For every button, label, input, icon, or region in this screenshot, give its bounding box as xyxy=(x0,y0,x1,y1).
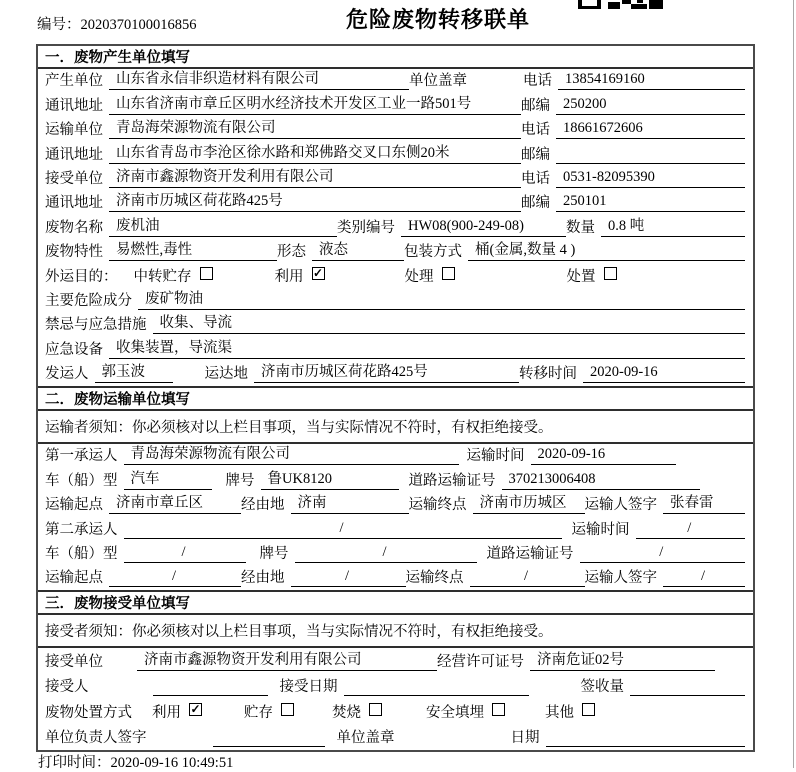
field-label: 运输人签字 xyxy=(584,497,657,514)
form-row xyxy=(38,648,753,674)
section-title: 二．废物运输单位填写 xyxy=(38,386,753,411)
field-label: 接受日期 xyxy=(279,679,338,696)
field-label: 通讯地址 xyxy=(45,97,103,114)
spacer xyxy=(153,746,213,747)
form-row xyxy=(38,674,753,700)
blank-field xyxy=(153,694,268,696)
field-label: 转移时间 xyxy=(519,366,577,383)
page-title: 危险废物转移联单 xyxy=(345,7,530,32)
field-value: 济南市鑫源物资开发利用有限公司 xyxy=(109,169,521,188)
field-value: 鲁UK8120 xyxy=(261,471,399,490)
spacer xyxy=(109,670,137,671)
field-label: 废物处置方式 xyxy=(45,704,132,721)
notice-text: 运输者须知：你必须核对以上栏目事项，当与实际情况不符时，有权拒绝接受。 xyxy=(38,411,753,444)
form-section xyxy=(38,46,753,386)
empty-field-slash: / xyxy=(663,568,745,587)
field-value: 济南市鑫源物资开发利用有限公司 xyxy=(137,652,437,671)
field-label: 第二承运人 xyxy=(45,521,118,538)
field-value: 收集装置，导流渠 xyxy=(109,340,745,359)
checkbox-option xyxy=(567,265,617,286)
qr-module xyxy=(578,0,601,9)
field-label: 第一承运人 xyxy=(45,448,118,465)
form-row xyxy=(38,215,753,239)
empty-field-slash: / xyxy=(580,544,746,563)
empty-field-slash: / xyxy=(124,520,562,539)
field-label: 运输时间 xyxy=(466,448,525,465)
spacer xyxy=(477,562,487,563)
field-label: 通讯地址 xyxy=(45,195,103,212)
checkbox-icon xyxy=(369,703,382,716)
field-label: 产生单位 xyxy=(45,73,103,90)
print-time-value: 2020-09-16 10:49:51 xyxy=(110,755,234,771)
field-value: 370213006408 xyxy=(502,471,700,490)
field-value: 13854169160 xyxy=(558,71,745,90)
spacer xyxy=(246,562,260,563)
checkbox-label: 利用 xyxy=(274,268,304,285)
manifest-form xyxy=(36,44,755,752)
checkbox-icon xyxy=(442,267,455,280)
field-value: 青岛海荣源物流有限公司 xyxy=(109,120,521,139)
field-label: 运输终点 xyxy=(408,497,467,514)
field-label: 单位盖章 xyxy=(409,73,467,90)
form-section xyxy=(38,386,753,590)
field-value: 济南市历城区荷花路425号 xyxy=(109,193,521,212)
spacer xyxy=(382,721,426,722)
spacer xyxy=(268,695,280,696)
blank-field xyxy=(556,162,745,164)
blank-field xyxy=(344,694,529,696)
field-value: 济南市章丘区 xyxy=(109,495,241,514)
qr-module xyxy=(608,2,620,9)
field-value: 2020-09-16 xyxy=(583,364,745,383)
checkbox-icon xyxy=(582,703,595,716)
form-row xyxy=(38,517,753,541)
spacer xyxy=(455,285,567,286)
spacer xyxy=(529,695,581,696)
qr-module xyxy=(637,0,643,3)
field-value: 山东省青岛市李沧区徐水路和郑佛路交叉口东侧20米 xyxy=(109,145,521,164)
spacer xyxy=(95,695,153,696)
empty-field-slash: / xyxy=(109,568,241,587)
field-label: 包装方式 xyxy=(404,244,462,261)
section-title: 一．废物产生单位填写 xyxy=(38,46,753,69)
print-time xyxy=(38,751,233,772)
field-value: 收集、导流 xyxy=(153,315,746,334)
checkbox-label: 中转贮存 xyxy=(133,268,192,285)
field-value: 山东省永信非织造材料有限公司 xyxy=(109,71,409,90)
serial-value: 2020370100016856 xyxy=(80,17,197,33)
field-value: 张春雷 xyxy=(663,495,745,514)
checkbox-option xyxy=(405,265,455,286)
empty-field-slash: / xyxy=(470,568,585,587)
section-title: 三．废物接受单位填写 xyxy=(38,590,753,615)
form-row xyxy=(38,264,753,288)
qr-module xyxy=(649,0,663,9)
field-value: 废机油 xyxy=(109,218,337,237)
checkbox-label: 安全填埋 xyxy=(426,704,484,721)
form-row xyxy=(38,118,753,142)
field-label: 运输起点 xyxy=(45,497,103,514)
checkbox-icon xyxy=(281,703,294,716)
form-row xyxy=(38,542,753,566)
empty-field-slash: / xyxy=(295,544,477,563)
field-label: 道路运输证号 xyxy=(408,472,496,489)
checkbox-option xyxy=(332,701,382,722)
checkbox-label: 处理 xyxy=(404,268,434,285)
field-value: 济南市历城区荷花路425号 xyxy=(254,364,519,383)
field-label: 邮编 xyxy=(521,97,550,114)
field-label: 经营许可证号 xyxy=(437,653,524,670)
empty-field-slash: / xyxy=(124,544,246,563)
spacer xyxy=(473,89,523,90)
qr-module xyxy=(631,4,647,9)
field-label: 车（船）型 xyxy=(45,472,118,489)
form-row xyxy=(38,566,753,590)
field-value: 郭玉波 xyxy=(95,364,173,383)
checkbox-option xyxy=(426,701,505,722)
field-value: 废矿物油 xyxy=(138,291,745,310)
spacer xyxy=(325,746,337,747)
form-section xyxy=(38,590,753,750)
notice-text: 接受者须知：你必须核对以上栏目事项，当与实际情况不符时，有权拒绝接受。 xyxy=(38,615,753,648)
field-value: 250200 xyxy=(556,96,745,115)
page-edge-line xyxy=(793,0,794,768)
field-label: 外运目的： xyxy=(45,268,118,285)
form-row xyxy=(38,468,753,492)
checkbox-option xyxy=(152,701,202,722)
field-label: 主要危险成分 xyxy=(45,292,132,309)
spacer xyxy=(325,285,405,286)
field-label: 接受单位 xyxy=(45,170,103,187)
field-label: 运输单位 xyxy=(45,122,103,139)
field-value: 18661672606 xyxy=(556,120,745,139)
field-value: 桶(金属,数量 4 ) xyxy=(468,242,745,261)
field-label: 运输起点 xyxy=(45,570,103,587)
checkbox-icon xyxy=(492,703,505,716)
empty-field-slash: / xyxy=(636,520,746,539)
checkbox-option xyxy=(134,265,213,286)
form-row xyxy=(38,725,753,751)
form-row xyxy=(38,167,753,191)
checkbox-label: 其他 xyxy=(545,704,574,721)
field-label: 电话 xyxy=(521,122,550,139)
blank-field xyxy=(546,745,746,747)
field-label: 接受人 xyxy=(45,679,89,696)
checkbox-checked-icon: ✓ xyxy=(312,266,324,281)
field-label: 签收量 xyxy=(580,679,624,696)
form-row xyxy=(38,444,753,468)
field-label: 日期 xyxy=(510,730,540,747)
field-value: 250101 xyxy=(556,193,745,212)
field-value: 0.8 吨 xyxy=(601,218,745,237)
field-label: 单位负责人签字 xyxy=(45,730,147,747)
checkbox-checked-icon: ✓ xyxy=(190,702,201,717)
field-value: 易燃性,毒性 xyxy=(109,242,277,261)
field-value: HW08(900-249-08) xyxy=(401,218,566,237)
field-label: 运达地 xyxy=(204,366,248,383)
field-label: 牌号 xyxy=(259,546,289,563)
field-value: 青岛海荣源物流有限公司 xyxy=(124,446,459,465)
field-value: 0531-82095390 xyxy=(556,169,745,188)
spacer xyxy=(294,721,332,722)
checkbox-icon xyxy=(604,267,617,280)
spacer xyxy=(505,721,545,722)
checkbox-icon xyxy=(200,267,213,280)
form-row xyxy=(38,337,753,361)
form-row xyxy=(38,289,753,313)
field-label: 电话 xyxy=(521,170,550,187)
checkbox-option xyxy=(244,701,294,722)
field-label: 运输时间 xyxy=(571,521,630,538)
field-label: 废物名称 xyxy=(45,219,103,236)
field-value: 济南市历城区 xyxy=(473,495,585,514)
spacer xyxy=(138,721,152,722)
spacer xyxy=(212,489,226,490)
field-label: 发运人 xyxy=(45,366,89,383)
field-label: 经由地 xyxy=(241,570,285,587)
checkbox-label: 利用 xyxy=(152,704,181,721)
checkbox-option xyxy=(545,701,595,722)
field-label: 经由地 xyxy=(241,497,285,514)
checkbox-option xyxy=(275,265,325,286)
field-label: 运输人签字 xyxy=(584,570,657,587)
spacer xyxy=(399,489,409,490)
checkbox-label: 焚烧 xyxy=(332,704,361,721)
form-row xyxy=(38,191,753,215)
form-row xyxy=(38,142,753,166)
spacer xyxy=(562,538,572,539)
field-label: 道路运输证号 xyxy=(486,546,574,563)
spacer xyxy=(401,746,511,747)
checkbox-label: 贮存 xyxy=(244,704,273,721)
form-row xyxy=(38,493,753,517)
field-value: 济南危证02号 xyxy=(530,652,715,671)
field-value: 山东省济南市章丘区明水经济技术开发区工业一路501号 xyxy=(109,96,521,115)
checkbox-label: 处置 xyxy=(566,268,596,285)
field-value: 济南 xyxy=(291,495,409,514)
field-label: 运输终点 xyxy=(405,570,464,587)
print-time-label: 打印时间： xyxy=(38,755,111,771)
field-label: 车（船）型 xyxy=(45,546,118,563)
serial-label: 编号： xyxy=(37,17,81,33)
form-row xyxy=(38,69,753,93)
spacer xyxy=(213,285,275,286)
field-label: 应急设备 xyxy=(45,341,103,358)
field-label: 邮编 xyxy=(521,195,550,212)
field-label: 接受单位 xyxy=(45,653,103,670)
spacer xyxy=(173,382,205,383)
form-row xyxy=(38,93,753,117)
spacer xyxy=(202,721,244,722)
field-label: 牌号 xyxy=(225,472,255,489)
form-row xyxy=(38,313,753,337)
field-label: 单位盖章 xyxy=(336,730,395,747)
blank-field xyxy=(630,694,745,696)
field-value: 2020-09-16 xyxy=(531,446,676,465)
field-label: 电话 xyxy=(523,73,552,90)
field-label: 通讯地址 xyxy=(45,146,103,163)
blank-field xyxy=(213,745,325,747)
field-label: 废物特性 xyxy=(45,244,103,261)
spacer xyxy=(124,285,134,286)
field-value: 汽车 xyxy=(124,471,212,490)
empty-field-slash: / xyxy=(291,568,406,587)
qr-module xyxy=(622,0,631,4)
field-label: 类别编号 xyxy=(337,219,395,236)
field-label: 禁忌与应急措施 xyxy=(45,317,147,334)
form-row xyxy=(38,699,753,725)
field-label: 邮编 xyxy=(521,146,550,163)
field-label: 数量 xyxy=(566,219,595,236)
form-row xyxy=(38,362,753,386)
form-row xyxy=(38,240,753,264)
qr-code-fragment-icon xyxy=(575,0,669,10)
spacer xyxy=(459,464,467,465)
field-value: 液态 xyxy=(312,242,404,261)
field-label: 形态 xyxy=(277,244,306,261)
